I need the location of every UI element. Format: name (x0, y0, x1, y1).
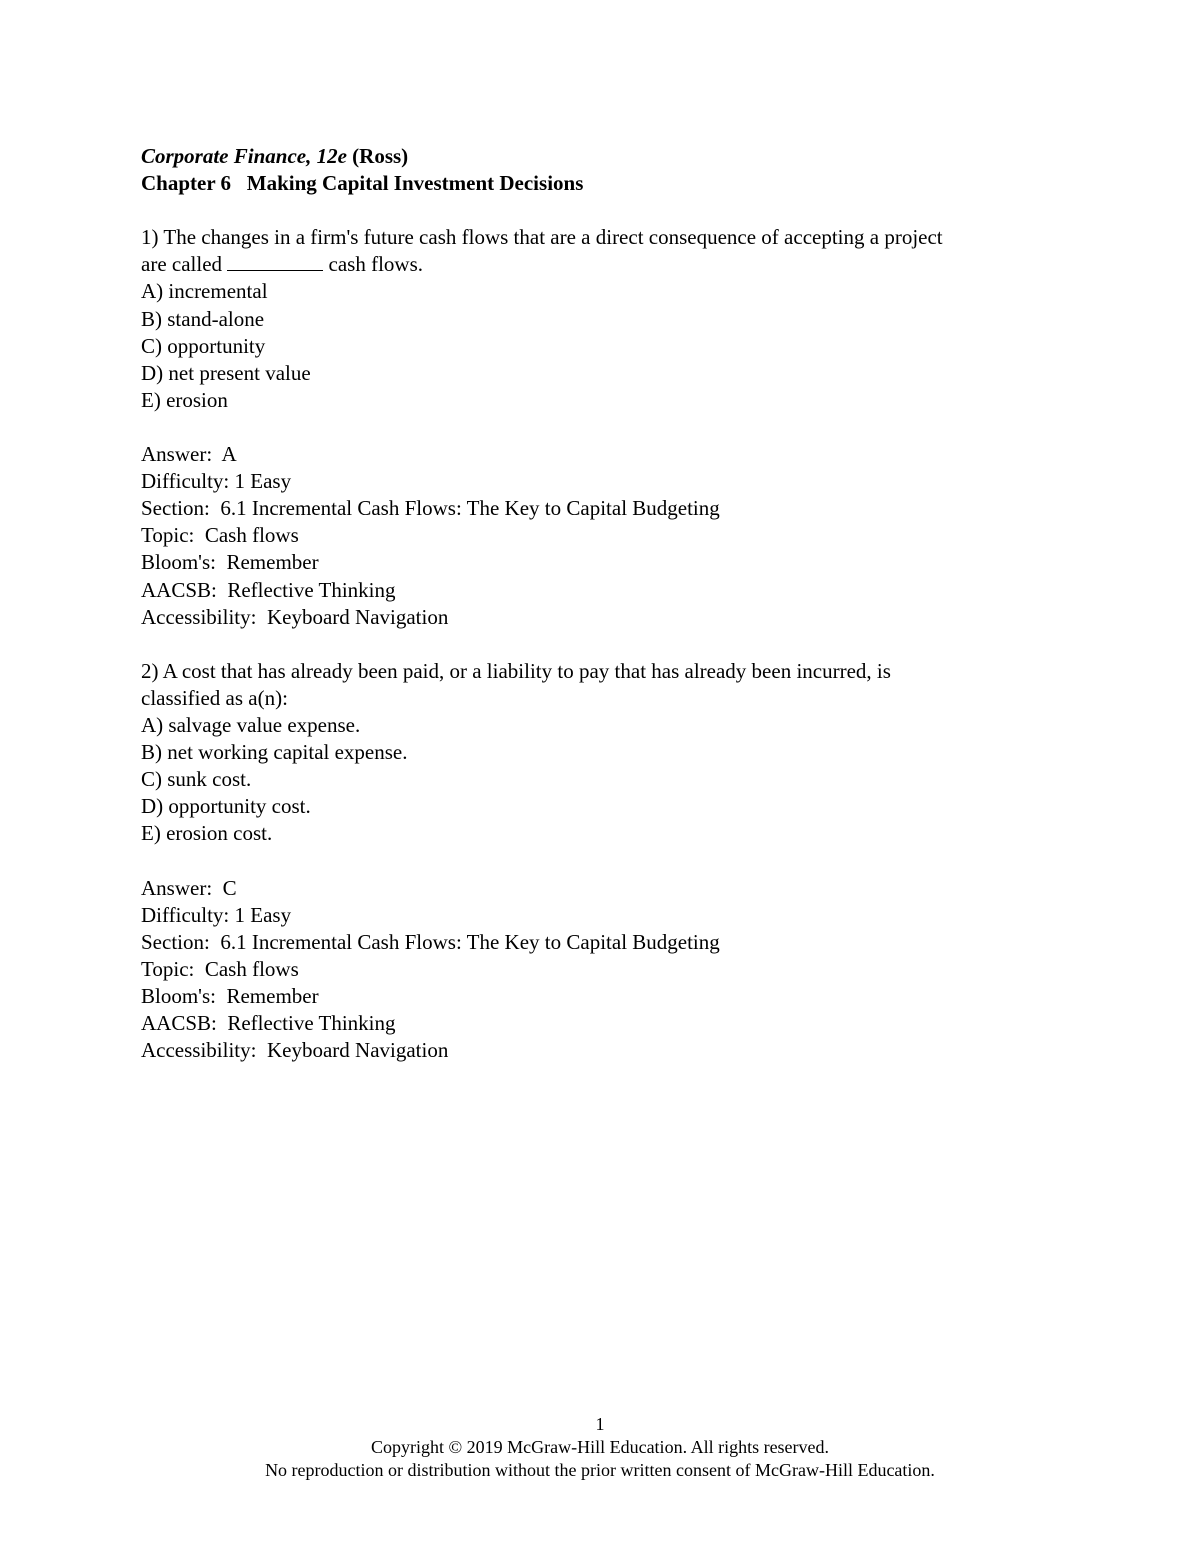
answer-option: D) opportunity cost. (141, 794, 311, 819)
answer-option: E) erosion (141, 387, 228, 412)
difficulty: Difficulty: 1 Easy (141, 469, 292, 494)
answer-option: B) net working capital expense. (141, 740, 408, 765)
page-number: 1 (595, 1414, 605, 1434)
copyright-notice: Copyright © 2019 McGraw-Hill Education. All rights reserved. (370, 1437, 830, 1457)
page-footer (0, 1413, 1200, 1482)
question-stem: 1) The changes in a firm's future cash flows that are a direct consequence of accepting a project (141, 225, 943, 250)
answer-option: D) net present value (141, 360, 311, 385)
section: Section: 6.1 Incremental Cash Flows: The Key to Capital Budgeting (141, 929, 720, 954)
section: Section: 6.1 Incremental Cash Flows: The Key to Capital Budgeting (141, 496, 720, 521)
difficulty: Difficulty: 1 Easy (141, 902, 292, 927)
answer-key: Answer: C (141, 875, 237, 900)
question-1 (141, 224, 1081, 630)
answer-option: A) incremental (141, 279, 268, 304)
topic: Topic: Cash flows (141, 956, 299, 981)
question-stem-continued: classified as a(n): (141, 685, 288, 710)
accessibility: Accessibility: Keyboard Navigation (141, 1038, 449, 1063)
chapter-label: Chapter 6 (141, 171, 232, 196)
book-title: Corporate Finance, 12e (141, 144, 347, 168)
answer-option: C) opportunity (141, 333, 266, 358)
chapter-title: Making Capital Investment Decisions (246, 171, 584, 196)
blooms: Bloom's: Remember (141, 983, 319, 1008)
book-title-line (141, 143, 1081, 170)
distribution-notice: No reproduction or distribution without the prior written consent of McGraw-Hill Education. (265, 1460, 935, 1480)
answer-option: A) salvage value expense. (141, 712, 361, 737)
fill-in-blank (227, 252, 323, 271)
answer-option: C) sunk cost. (141, 767, 252, 792)
answer-option: E) erosion cost. (141, 821, 273, 846)
chapter-heading (141, 170, 1081, 197)
question-2 (141, 658, 1081, 1064)
topic: Topic: Cash flows (141, 523, 299, 548)
aacsb: AACSB: Reflective Thinking (141, 577, 396, 602)
book-author: (Ross) (352, 144, 409, 168)
answer-option: B) stand-alone (141, 306, 265, 331)
document-body (141, 143, 1081, 1064)
answer-key: Answer: A (141, 442, 237, 467)
blooms: Bloom's: Remember (141, 550, 319, 575)
accessibility: Accessibility: Keyboard Navigation (141, 604, 449, 629)
question-stem: 2) A cost that has already been paid, or a liability to pay that has already been incurred, is (141, 658, 891, 683)
aacsb: AACSB: Reflective Thinking (141, 1011, 396, 1035)
question-stem-continued: are called cash flows. (141, 252, 424, 277)
